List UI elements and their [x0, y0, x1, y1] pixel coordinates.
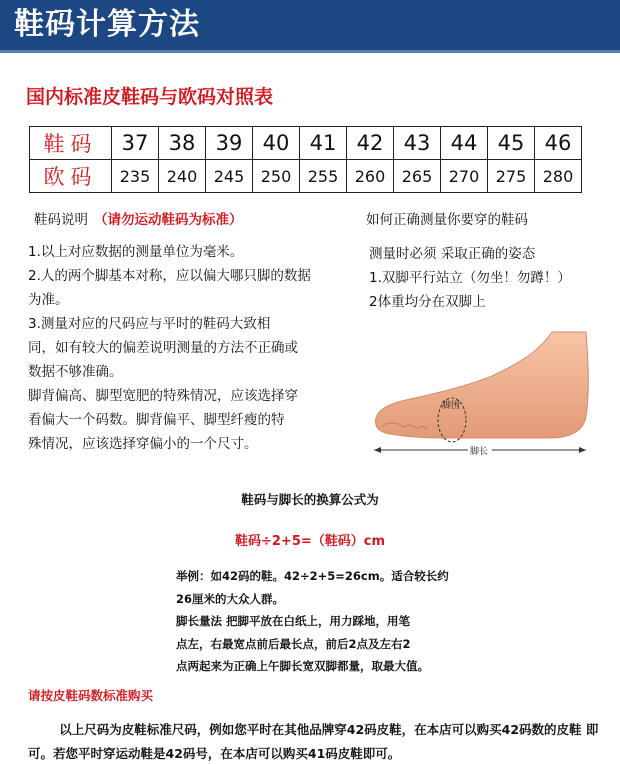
eu-size-cell: 275 [488, 160, 535, 193]
size-notes-heading: 鞋码说明 [34, 212, 88, 228]
eu-size-row [30, 160, 582, 193]
note-line: 2.人的两个脚基本对称，应以偏大哪只脚的数据 [28, 268, 311, 284]
note-line: 3.测量对应的尺码应与平时的鞋码大致相 [28, 316, 271, 332]
example-line: 点左，右最宽点前后最长点，前后2点及左右2 [176, 636, 411, 651]
note-line: 殊情况，应该选择穿偏小的一个尺寸。 [28, 436, 258, 452]
cn-size-cell: 40 [253, 127, 300, 160]
page-title: 鞋码计算方法 [14, 7, 200, 42]
cn-size-cell: 39 [206, 127, 253, 160]
eu-size-label: 欧码 [30, 160, 112, 193]
purchase-title: 请按皮鞋码数标准购买 [28, 688, 154, 703]
size-notes-warning: （请勿运动鞋码为标准） [94, 212, 243, 228]
girth-label: 脚围 [442, 401, 461, 411]
cn-size-cell: 41 [300, 127, 347, 160]
cn-size-cell: 42 [347, 127, 394, 160]
cn-size-row [30, 127, 582, 160]
measure-line: 1.双脚平行站立（勿坐！勿蹲！） [369, 270, 571, 286]
page-header [0, 0, 620, 50]
size-notes-body [28, 240, 328, 456]
eu-size-cell: 240 [159, 160, 206, 193]
eu-size-cell: 245 [206, 160, 253, 193]
size-conversion-table [29, 126, 582, 193]
note-line: 同，如有较大的偏差说明测量的方法不正确或 [28, 340, 298, 356]
eu-size-cell: 235 [112, 160, 159, 193]
cn-size-cell: 38 [159, 127, 206, 160]
formula-title: 鞋码与脚长的换算公式为 [241, 492, 379, 507]
eu-size-cell: 260 [347, 160, 394, 193]
purchase-text: 以上尺码为皮鞋标准尺码，例如您平时在其他品牌穿42码皮鞋，在本店可以购买42码数的皮鞋 即可。若您平时穿运动鞋是42码号，在本店可以购买41码皮鞋即可。 [28, 722, 599, 761]
note-line: 脚背偏高、脚型宽肥的特殊情况，应该选择穿 [28, 388, 298, 404]
cn-size-cell: 46 [535, 127, 582, 160]
eu-size-cell: 255 [300, 160, 347, 193]
cn-size-cell: 37 [112, 127, 159, 160]
cn-size-cell: 45 [488, 127, 535, 160]
note-line: 1.以上对应数据的测量单位为毫米。 [28, 244, 244, 260]
formula-example [176, 565, 476, 678]
cn-size-cell: 43 [394, 127, 441, 160]
note-line: 数据不够准确。 [28, 364, 123, 380]
eu-size-cell: 265 [394, 160, 441, 193]
measure-line: 2体重均分在双脚上 [369, 294, 486, 310]
formula-expression: 鞋码÷2+5=（鞋码）cm [234, 534, 386, 549]
eu-size-cell: 270 [441, 160, 488, 193]
measure-instructions [369, 242, 571, 314]
eu-size-cell: 280 [535, 160, 582, 193]
measure-heading: 如何正确测量你要穿的鞋码 [366, 212, 528, 228]
measure-line: 测量时必须 采取正确的姿态 [369, 246, 536, 262]
foot-shape [376, 332, 589, 438]
example-line: 举例：如42码的鞋。42÷2+5=26cm。适合较长约 [176, 569, 449, 583]
cn-size-cell: 44 [441, 127, 488, 160]
cn-size-label: 鞋码 [30, 127, 112, 160]
example-line: 26厘米的大众人群。 [176, 591, 285, 606]
note-line: 为准。 [28, 292, 69, 308]
note-line: 看偏大一个码数。脚背偏平、脚型纤瘦的特 [28, 412, 285, 428]
length-label: 脚长 [470, 447, 489, 457]
header-divider [0, 50, 620, 53]
size-notes-heading-row [34, 208, 243, 228]
foot-measurement-illustration [372, 330, 594, 460]
size-table-title: 国内标准皮鞋码与欧码对照表 [26, 86, 274, 108]
example-line: 点两起来为正确上午脚长宽双脚都量，取最大值。 [176, 659, 429, 673]
example-line: 脚长量法 把脚平放在白纸上，用力踩地，用笔 [176, 614, 411, 628]
eu-size-cell: 250 [253, 160, 300, 193]
